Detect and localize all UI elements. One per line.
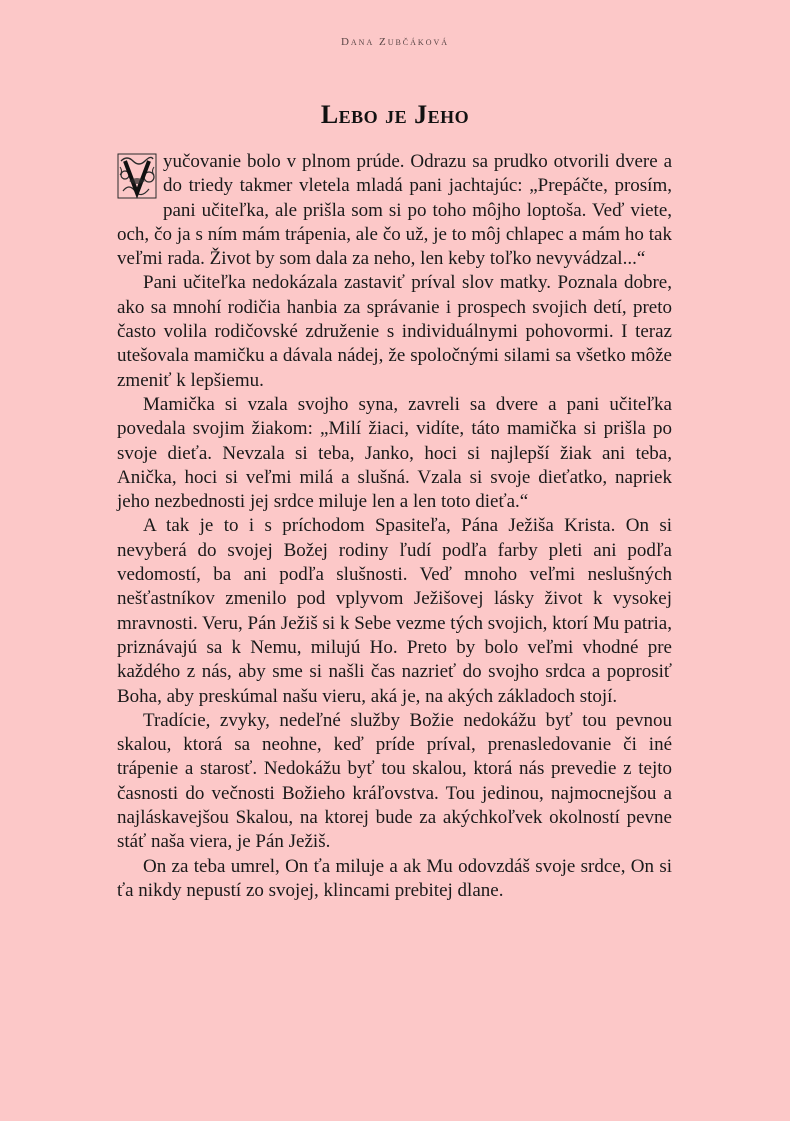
running-head-author: Dana Zubčáková — [340, 36, 450, 48]
paragraph-4: A tak je to i s príchodom Spasiteľa, Pána Ježiša Krista. On si nevyberá do svojej Božej rodiny ľudí podľa farby pleti ani podľa vedomostí, ba ani podľa slušnosti. Veď mnoho veľmi neslušných nešťastníkov zmenilo pod vplyvom Ježišovej lásky život k vysokej mravnosti. Veru, Pán Ježiš si k Sebe vezme tých svojich, ktorí Mu patria, priznávajú sa k Nemu, milujú Ho. Preto by bolo veľmi vhodné pre každého z nás, aby sme si našli čas nazrieť do svojho srdca a poprosiť Boha, aby preskúmal našu vieru, aká je, na akých základoch stojí. — [117, 515, 672, 707]
ornamental-drop-cap — [117, 153, 157, 199]
paragraph-1 — [117, 150, 672, 271]
paragraph-3: Mamička si vzala svojho syna, zavreli sa dvere a pani učiteľka povedala svojim žiakom: „Milí žiaci, vidíte, táto mamička si prišla po svoje dieťa. Nevzala si teba, Janko, hoci si najlepší žiak ani teba, Anička, hoci si veľmi milá a slušná. Vzala si svoje dieťatko, napriek jeho nezbednosti jej srdce miluje len a len toto dieťa.“ — [117, 393, 672, 513]
paragraph-1-text: yučovanie bolo v plnom prúde. Odrazu sa prudko otvorili dvere a do triedy takmer vletela mladá pani jachtajúc: „Prepáčte, prosím, pani učiteľka, ale prišla som si po toho môjho loptoša. Veď viete, och, čo ja s ním mám trápenia, ale čo už, je to môj chlapec a mám ho tak veľmi rada. Život by som dala za neho, len keby toľko nevyvádzal...“ — [117, 151, 672, 270]
paragraph-6: On za teba umrel, On ťa miluje a ak Mu odovzdáš svoje srdce, On si ťa nikdy nepustí zo svojej, klincami prebitej dlane. — [117, 855, 672, 901]
article-body — [117, 150, 672, 903]
paragraph-2: Pani učiteľka nedokázala zastaviť príval slov matky. Poznala dobre, ako sa mnohí rodičia hanbia za správanie i prospech svojich detí, preto často volila rodičovské združenie s individuálnymi pohovormi. I teraz utešovala mamičku a dávala nádej, že spoločnými silami sa všetko môže zmeniť k lepšiemu. — [117, 272, 672, 391]
article-title: Lebo je Jeho — [320, 100, 470, 129]
paragraph-5: Tradície, zvyky, nedeľné služby Božie nedokážu byť tou pevnou skalou, ktorá sa neohne, keď príde príval, prenasledovanie či iné trápenie a starosť. Nedokážu byť tou skalou, ktorá nás prevedie z tejto časnosti do večnosti Božieho kráľovstva. Tou jedinou, najmocnejšou a najláskavejšou Skalou, na ktorej bude za akýchkoľvek okolností pevne stáť naša viera, je Pán Ježiš. — [117, 709, 672, 853]
